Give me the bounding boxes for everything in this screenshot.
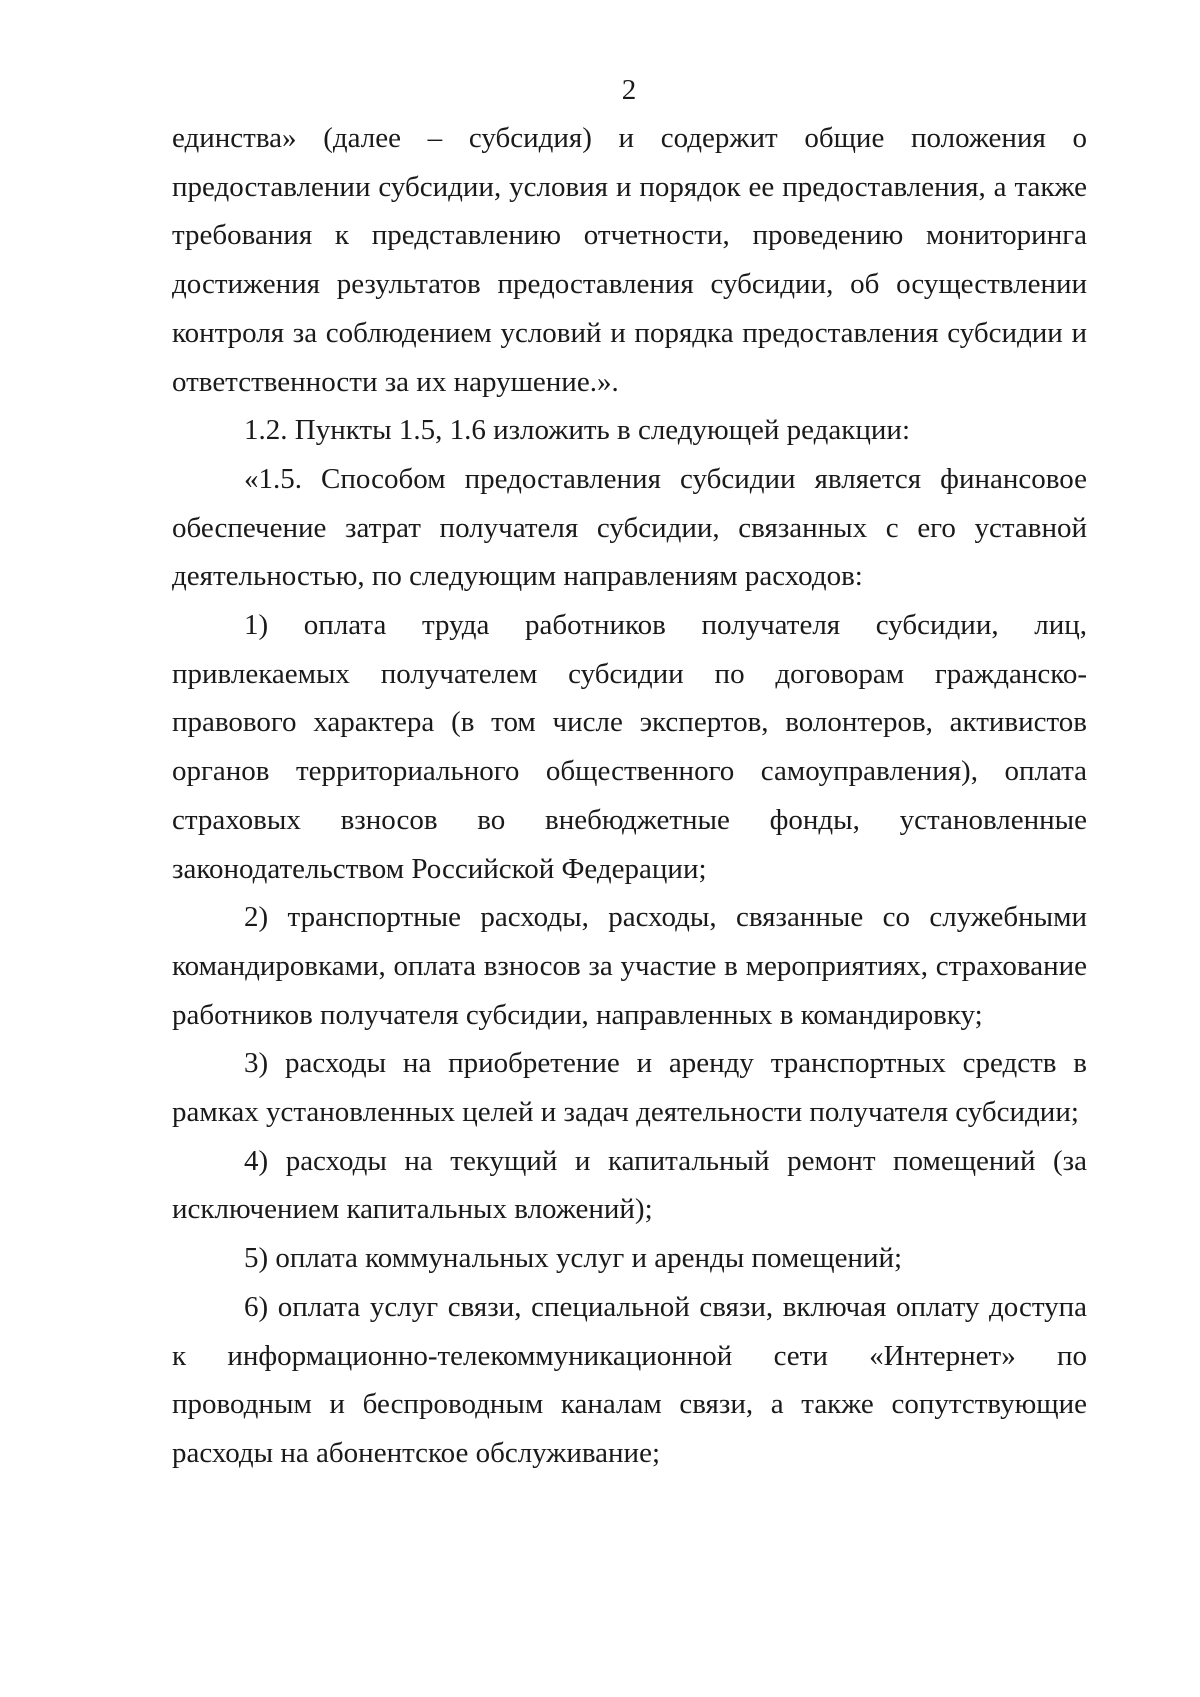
paragraph-list-item-2: 2) транспортные расходы, расходы, связанные со служебными командировками, оплата взносов за участие в мероприятиях, страхование работников получателя субсидии, направленных в командировку; <box>172 901 1087 1031</box>
paragraph-item-1-2: 1.2. Пункты 1.5, 1.6 изложить в следующей редакции: <box>244 414 910 447</box>
paragraph-list-item-4: 4) расходы на текущий и капитальный ремонт помещений (за исключением капитальных вложений); <box>172 1144 1087 1226</box>
paragraph-continuation: единства» (далее – субсидия) и содержит общие положения о предоставлении субсидии, условия и порядок ее предоставления, а также требования к представлению отчетности, проведению мониторинга достижения результатов предоставления субсидии, об осуществлении контроля за соблюдением условий и порядка предоставления субсидии и ответственности за их нарушение.». <box>172 122 1087 398</box>
paragraph-list-item-1: 1) оплата труда работников получателя субсидии, лиц, привлекаемых получателем субсидии по договорам гражданско-правового характера (в том числе экспертов, волонтеров, активистов органов территориального общественного самоуправления), оплата страховых взносов во внебюджетные фонды, установленные законодательством Российской Федерации; <box>172 609 1087 885</box>
paragraph-list-item-3: 3) расходы на приобретение и аренду транспортных средств в рамках установленных целей и задач деятельности получателя субсидии; <box>172 1047 1087 1129</box>
paragraph-list-item-5: 5) оплата коммунальных услуг и аренды помещений; <box>244 1242 903 1275</box>
page-number: 2 <box>621 74 637 106</box>
paragraph-list-item-6: 6) оплата услуг связи, специальной связи, включая оплату доступа к информационно-телекоммуникационной сети «Интернет» по проводным и беспроводным каналам связи, а также сопутствующие расходы на абонентское обслуживание; <box>172 1290 1087 1469</box>
paragraph-item-1-5: «1.5. Способом предоставления субсидии является финансовое обеспечение затрат получателя субсидии, связанных с его уставной деятельностью, по следующим направлениям расходов: <box>172 462 1087 593</box>
document-body <box>172 114 1087 1478</box>
